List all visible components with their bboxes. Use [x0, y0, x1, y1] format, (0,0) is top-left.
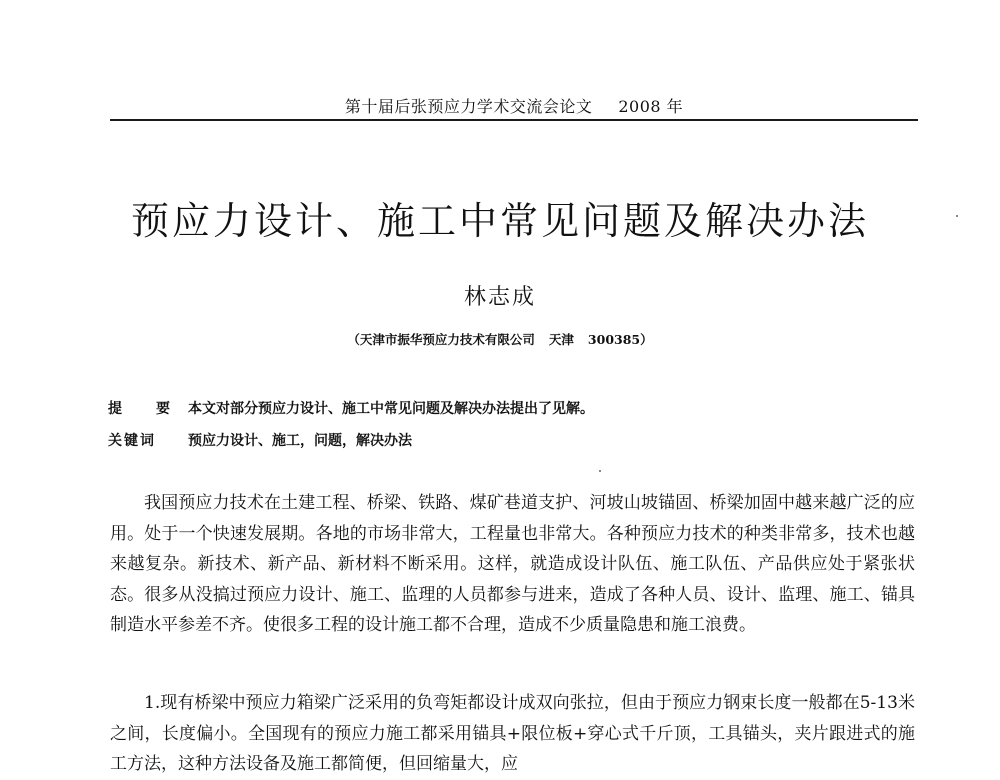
paper-title: 预应力设计、施工中常见问题及解决办法 [130, 199, 869, 244]
header-rule [110, 119, 918, 121]
body-paragraph: 我国预应力技术在土建工程、桥梁、铁路、煤矿巷道支护、河坡山坡锚固、桥梁加固中越来越广泛的应用。处于一个快速发展期。各地的市场非常大，工程量也非常大。各种预应力技术的种类非常多，技术也越来越复杂。新技术、新产品、新材料不断采用。这样，就造成设计队伍、施工队伍、产品供应处于紧张状态。很多从没搞过预应力设计、施工、监理的人员都参与进来，造成了各种人员、设计、监理、施工、锚具制造水平参差不齐。使很多工程的设计施工都不合理，造成不少质量隐患和施工浪费。 [110, 493, 915, 635]
conference-year: 2008 年 [618, 97, 684, 116]
conference-name: 第十届后张预应力学术交流会论文 [344, 97, 593, 116]
scan-speck [956, 215, 958, 217]
affiliation [60, 330, 940, 348]
abstract-label: 提 要 [108, 401, 180, 417]
abstract [108, 398, 594, 418]
keywords-label: 关键词 [108, 433, 156, 449]
affiliation-postcode: 300385） [587, 332, 653, 347]
affiliation-city: 天津 [548, 332, 574, 347]
abstract-text: 本文对部分预应力设计、施工中常见问题及解决办法提出了见解。 [188, 401, 594, 417]
running-header [110, 94, 918, 117]
author-name: 林志成 [463, 285, 536, 310]
keywords-text: 预应力设计、施工，问题，解决办法 [188, 433, 412, 449]
scan-speck [599, 470, 601, 472]
body-paragraph: 1.现有桥梁中预应力箱梁广泛采用的负弯矩都设计成双向张拉，但由于预应力钢束长度一般都在5-13米之间，长度偏小。全国现有的预应力施工都采用锚具+限位板+穿心式千斤顶，工具锚头，夹片跟进式的施工方法，这种方法设备及施工都简便，但回缩量大，应 [110, 693, 915, 774]
affiliation-org: （天津市振华预应力技术有限公司 [347, 332, 535, 347]
keywords [108, 430, 412, 450]
